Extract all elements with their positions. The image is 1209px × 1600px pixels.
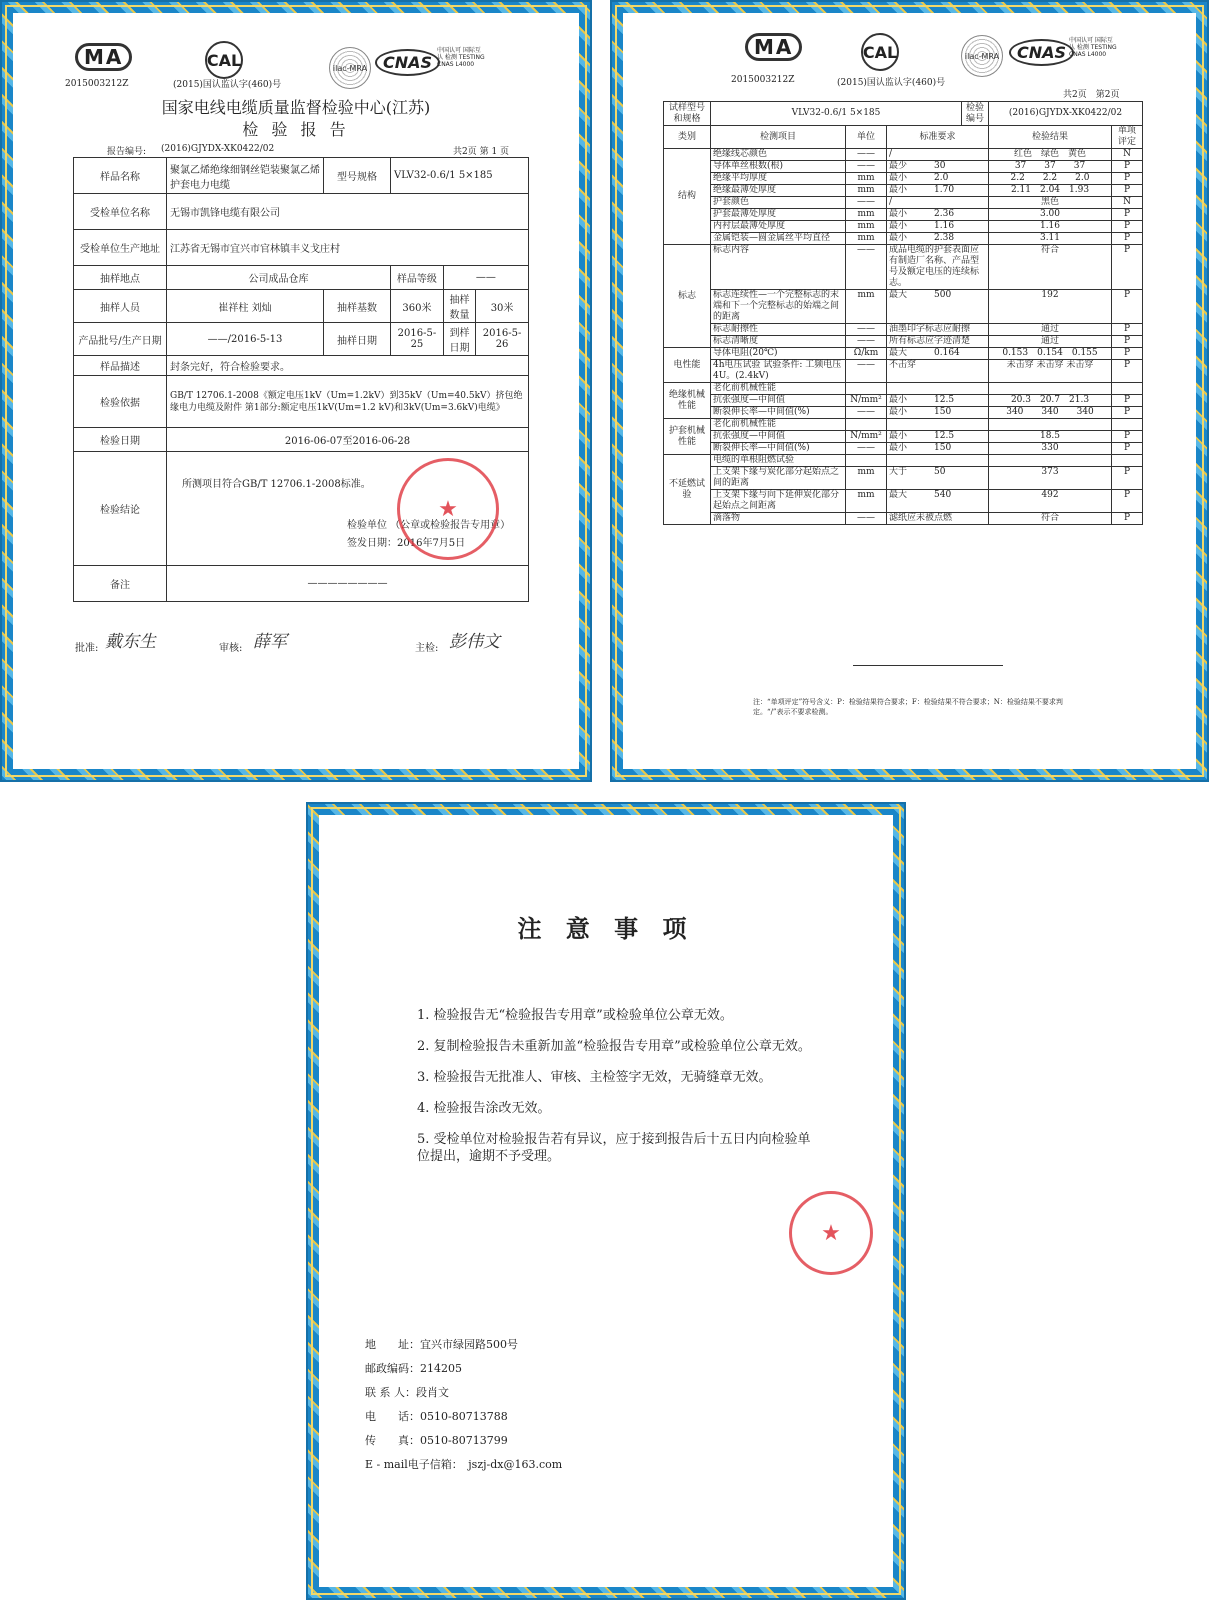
report-no: (2016)GJYDX-XK0422/02 [161,144,275,154]
page-1-info: 共2页 第 1 页 [453,147,510,157]
cnas-info-2: 中国认可 国际互认 检测 TESTING CNAS L4000 [1069,37,1117,58]
requirement-cell: 最小 2.0 [887,173,989,185]
unit-cell: mm [846,185,887,197]
base-label: 抽样基数 [324,290,391,323]
result-row [664,513,1143,525]
eval-cell [1112,419,1143,431]
unit-cell: —— [846,336,887,348]
model-value-2: VLV32-0.6/1 5×185 [711,102,962,126]
requirement-cell [887,383,989,395]
requirement-cell: 滤纸应未被点燃 [887,513,989,525]
eval-cell: P [1112,513,1143,525]
approve-label: 批准: [75,643,99,654]
approve-signature: 戴东生 [105,632,156,652]
requirement-cell: / [887,149,989,161]
unit-cell: —— [846,407,887,419]
arrival-label: 到样日期 [443,323,475,356]
cnas-logo-2 [1009,43,1074,62]
category-cell: 不延燃试验 [664,455,711,525]
sampling-place-label: 抽样地点 [74,266,167,290]
cnas-logo [375,53,440,72]
cal-logo-2-text: CAL [861,33,899,71]
requirement-cell: 大于 50 [887,467,989,490]
result-cell: 未击穿 未击穿 未击穿 [989,360,1112,383]
unit-cell: —— [846,324,887,336]
unit-cell: —— [846,245,887,290]
star-icon: ★ [821,1220,841,1246]
producer-label: 受检单位生产地址 [74,230,167,266]
result-row [664,395,1143,407]
conclusion-text: 所测项目符合GB/T 12706.1-2008标准。 [182,479,371,490]
sample-grade: —— [443,266,528,290]
header-unit: 单位 [846,126,887,149]
item-cell: 护套最薄处厚度 [711,209,846,221]
unit-cell: mm [846,467,887,490]
report-info-table [73,157,529,602]
item-cell: 老化前机械性能 [711,419,846,431]
cnas-logo-2-text: CNAS [1009,39,1074,66]
official-stamp [397,458,499,560]
item-cell: 老化前机械性能 [711,383,846,395]
result-row [664,233,1143,245]
requirement-cell: 最大 0.164 [887,348,989,360]
doc-title: 检 验 报 告 [242,120,350,139]
item-cell: 4h电压试验 试验条件: 工频电压4U。(2.4kV) [711,360,846,383]
result-row [664,245,1143,290]
result-cell: 0.153 0.154 0.155 [989,348,1112,360]
result-cell [989,455,1112,467]
chief-label: 主检: [415,643,439,654]
eval-cell: P [1112,290,1143,324]
eval-cell: P [1112,431,1143,443]
page-2-info: 共2页 第2页 [1063,90,1120,100]
ilac-logo-2-text: ilac-MRA [961,35,1003,77]
result-cell: 3.00 [989,209,1112,221]
result-row [664,149,1143,161]
test-date-label: 检验日期 [74,428,167,452]
phone: 电 话：0510-80713788 [365,1410,508,1423]
result-row [664,360,1143,383]
cal-logo-text: CAL [205,41,243,79]
eval-cell: P [1112,348,1143,360]
item-cell: 导体电阻(20℃) [711,348,846,360]
email: E - mail电子信箱： jszj-dx@163.com [365,1458,563,1471]
client-value: 无锡市凯锋电缆有限公司 [167,194,529,230]
notice-stamp [789,1191,873,1275]
test-date: 2016-06-07至2016-06-28 [167,428,529,452]
unit-cell: —— [846,360,887,383]
desc-value: 封条完好，符合检验要求。 [167,356,529,376]
requirement-cell: 最小 12.5 [887,395,989,407]
eval-cell: P [1112,209,1143,221]
result-cell: 18.5 [989,431,1112,443]
ilac-logo [329,47,371,89]
qty-label: 抽样数量 [443,290,475,323]
requirement-cell: 最小 1.16 [887,221,989,233]
ma-logo [75,43,132,71]
issue-date: 签发日期：2016年7月5日 [347,538,466,549]
base-value: 360米 [391,290,444,323]
report-page-1 [0,0,592,782]
contact-block [365,1333,562,1477]
batch-label: 产品批号/生产日期 [74,323,167,356]
result-row [664,490,1143,513]
sampler: 崔祥柱 刘灿 [167,290,324,323]
unit-cell [846,455,887,467]
cnas-info: 中国认可 国际互认 检测 TESTING CNAS L4000 [437,47,485,68]
star-icon: ★ [438,496,458,522]
eval-cell [1112,383,1143,395]
eval-cell: P [1112,161,1143,173]
item-cell: 标志内容 [711,245,846,290]
result-cell: 通过 [989,324,1112,336]
eval-cell: N [1112,149,1143,161]
cal-logo-2 [861,33,899,71]
result-row [664,161,1143,173]
requirement-cell: 最小 12.5 [887,431,989,443]
category-cell: 绝缘机械性能 [664,383,711,419]
test-results-table [663,101,1143,525]
header-eval: 单项评定 [1112,126,1143,149]
page-3-sheet [319,815,893,1587]
cnas-logo-text: CNAS [375,49,440,76]
result-cell: 3.11 [989,233,1112,245]
result-cell: 符合 [989,245,1112,290]
header-item: 检测项目 [711,126,846,149]
result-cell: 2.2 2.2 2.0 [989,173,1112,185]
item-cell: 断裂伸长率—中间值(%) [711,407,846,419]
result-cell: 340 340 340 [989,407,1112,419]
requirement-cell: 成品电缆的护套表面应有制造厂名称、产品型号及额定电压的连续标志。 [887,245,989,290]
basis-value: GB/T 12706.1-2008《额定电压1kV（Um=1.2kV）到35kV（Um=40.5kV）挤包绝缘电力电缆及附件 第1部分:额定电压1kV(Um=1.2 kV)和3kV(Um=3.6kV)电缆》 [167,376,529,428]
desc-label: 样品描述 [74,356,167,376]
fax: 传 真：0510-80713799 [365,1434,508,1447]
unit-cell: —— [846,197,887,209]
item-cell: 金属铠装—圆金属丝平均直径 [711,233,846,245]
sample-grade-label: 样品等级 [391,266,444,290]
category-cell: 电性能 [664,348,711,383]
result-cell: 492 [989,490,1112,513]
eval-cell: P [1112,233,1143,245]
eval-cell: N [1112,197,1143,209]
result-row [664,324,1143,336]
item-cell: 电缆的单根阻燃试验 [711,455,846,467]
requirement-cell: 最大 540 [887,490,989,513]
notice-item: 3. 检验报告无批准人、审核、主检签字无效，无骑缝章无效。 [417,1070,772,1085]
sample-name: 聚氯乙烯绝缘细钢丝铠装聚氯乙烯护套电力电缆 [167,158,324,194]
sampling-date: 2016-5-25 [391,323,444,356]
requirement-cell: 油墨印字标志应耐擦 [887,324,989,336]
item-cell: 抗张强度—中间值 [711,431,846,443]
result-cell: 1.16 [989,221,1112,233]
category-cell: 标志 [664,245,711,348]
ma-logo-text: MA [75,43,132,71]
unit-cell: mm [846,233,887,245]
result-row [664,383,1143,395]
result-cell: 37 37 37 [989,161,1112,173]
client-label: 受检单位名称 [74,194,167,230]
item-cell: 绝缘线芯颜色 [711,149,846,161]
result-row [664,185,1143,197]
unit-cell [846,383,887,395]
unit-cell: mm [846,490,887,513]
result-cell: 192 [989,290,1112,324]
eval-cell: P [1112,443,1143,455]
model-value: VLV32-0.6/1 5×185 [391,158,529,194]
remark-label: 备注 [74,566,167,602]
result-row [664,467,1143,490]
unit-cell: mm [846,221,887,233]
postcode: 邮政编码：214205 [365,1362,462,1375]
eval-cell: P [1112,173,1143,185]
requirement-cell: 最小 150 [887,407,989,419]
eval-cell: P [1112,324,1143,336]
item-cell: 绝缘最薄处厚度 [711,185,846,197]
category-cell: 护套机械性能 [664,419,711,455]
header-requirement: 标准要求 [887,126,989,149]
report-no-label: 报告编号: [107,147,147,157]
cal-logo [205,41,243,79]
notice-item: 4. 检验报告涂改无效。 [417,1101,551,1116]
eval-cell: P [1112,221,1143,233]
item-cell: 断裂伸长率—中间值(%) [711,443,846,455]
item-cell: 导体单丝根数(根) [711,161,846,173]
result-cell: 通过 [989,336,1112,348]
notice-item: 2. 复制检验报告未重新加盖“检验报告专用章”或检验单位公章无效。 [417,1039,811,1054]
result-cell: 黑色 [989,197,1112,209]
requirement-cell: 不击穿 [887,360,989,383]
eval-cell: P [1112,245,1143,290]
report-page-2 [610,0,1209,782]
result-row [664,407,1143,419]
requirement-cell: 最小 150 [887,443,989,455]
ma-logo-2 [745,33,802,61]
category-cell: 结构 [664,149,711,245]
result-row [664,419,1143,431]
requirement-cell: 最小 2.38 [887,233,989,245]
notice-title: 注 意 事 项 [517,914,695,943]
requirement-cell [887,419,989,431]
eval-cell: P [1112,490,1143,513]
unit-cell: Ω/km [846,348,887,360]
result-cell [989,419,1112,431]
item-cell: 护套颜色 [711,197,846,209]
result-row [664,455,1143,467]
result-row [664,348,1143,360]
unit-cell: —— [846,513,887,525]
unit-cell: —— [846,443,887,455]
evaluation-note: 注：“单项评定”符号含义：P：检验结果符合要求；F：检验结果不符合要求；N：检验结果不要求判定。“/”表示不要求检测。 [753,698,1063,716]
result-row [664,443,1143,455]
item-cell: 上支架下缘与向下延伸炭化部分起始点之间距离 [711,490,846,513]
item-cell: 抗张强度—中间值 [711,395,846,407]
arrival-date: 2016-5-26 [476,323,529,356]
eval-cell: P [1112,360,1143,383]
result-cell: 红色 绿色 黄色 [989,149,1112,161]
unit-cell: N/mm² [846,431,887,443]
result-row [664,209,1143,221]
requirement-cell [887,455,989,467]
unit-cell: —— [846,161,887,173]
sampling-place: 公司成品仓库 [167,266,391,290]
result-cell: 373 [989,467,1112,490]
unit-cell: mm [846,173,887,185]
result-row [664,221,1143,233]
org-title: 国家电线电缆质量监督检验中心(江苏) [161,98,431,117]
notice-list [417,1007,819,1179]
result-cell: 20.3 20.7 21.3 [989,395,1112,407]
notice-item: 1. 检验报告无“检验报告专用章”或检验单位公章无效。 [417,1008,733,1023]
cert-number: 2015003212Z [65,79,129,89]
notice-page [306,802,906,1600]
end-line [853,665,1003,666]
eval-cell: P [1112,336,1143,348]
result-row [664,173,1143,185]
result-cell: 330 [989,443,1112,455]
result-row [664,336,1143,348]
result-row [664,197,1143,209]
review-signature: 薛军 [253,632,287,652]
requirement-cell: 最小 2.36 [887,209,989,221]
item-cell: 上支架下缘与炭化部分起始点之间的距离 [711,467,846,490]
unit-cell [846,419,887,431]
qty-value: 30米 [476,290,529,323]
sample-name-label: 样品名称 [74,158,167,194]
requirement-cell: 最小 1.70 [887,185,989,197]
unit-cell: N/mm² [846,395,887,407]
eval-cell: P [1112,185,1143,197]
batch-value: ——/2016-5-13 [167,323,324,356]
eval-cell [1112,455,1143,467]
result-cell: 符合 [989,513,1112,525]
cal-text-2: (2015)国认监认字(460)号 [837,78,946,88]
cert-number-2: 2015003212Z [731,75,795,85]
remark-value: ———————— [167,566,529,602]
unit-cell: mm [846,290,887,324]
item-cell: 标志清晰度 [711,336,846,348]
notice-item: 5. 受检单位对检验报告若有异议，应于接到报告后十五日内向检验单位提出，逾期不予受理。 [417,1132,811,1164]
unit-cell: mm [846,209,887,221]
eval-cell: P [1112,467,1143,490]
chief-signature: 彭伟文 [449,632,500,652]
requirement-cell: 最少 30 [887,161,989,173]
result-row [664,290,1143,324]
page-2-sheet [623,13,1196,769]
contact-person: 联 系 人：段肖文 [365,1386,449,1399]
address: 地 址：宜兴市绿园路500号 [365,1338,518,1351]
header-result: 检验结果 [989,126,1112,149]
result-cell [989,383,1112,395]
conclusion-label: 检验结论 [74,452,167,566]
no-label: 检验编号 [962,102,989,126]
result-row [664,431,1143,443]
item-cell: 绝缘平均厚度 [711,173,846,185]
sampler-label: 抽样人员 [74,290,167,323]
page-1-sheet [13,13,579,769]
review-label: 审核: [219,643,243,654]
item-cell: 滴落物 [711,513,846,525]
cal-text: (2015)国认监认字(460)号 [173,80,282,90]
ma-logo-2-text: MA [745,33,802,61]
item-cell: 标志连续性—一个完整标志的末端和下一个完整标志的始端之间的距离 [711,290,846,324]
item-cell: 内衬层最薄处厚度 [711,221,846,233]
model-label: 型号规格 [324,158,391,194]
requirement-cell: / [887,197,989,209]
header-category: 类别 [664,126,711,149]
ilac-logo-2 [961,35,1003,77]
item-cell: 标志耐擦性 [711,324,846,336]
result-cell: 2.11 2.04 1.93 [989,185,1112,197]
no-value: (2016)GJYDX-XK0422/02 [989,102,1143,126]
basis-label: 检验依据 [74,376,167,428]
requirement-cell: 最大 500 [887,290,989,324]
sampling-date-label: 抽样日期 [324,323,391,356]
eval-cell: P [1112,395,1143,407]
unit-cell: —— [846,149,887,161]
ilac-logo-text: ilac-MRA [329,47,371,89]
producer-value: 江苏省无锡市宜兴市官林镇丰义戈庄村 [167,230,529,266]
issuer-text: 检验单位 （公章或检验报告专用章） [347,520,511,531]
eval-cell: P [1112,407,1143,419]
conclusion-cell [167,452,529,566]
model-label-2: 试样型号和规格 [664,102,711,126]
requirement-cell: 所有标志应字迹清楚 [887,336,989,348]
